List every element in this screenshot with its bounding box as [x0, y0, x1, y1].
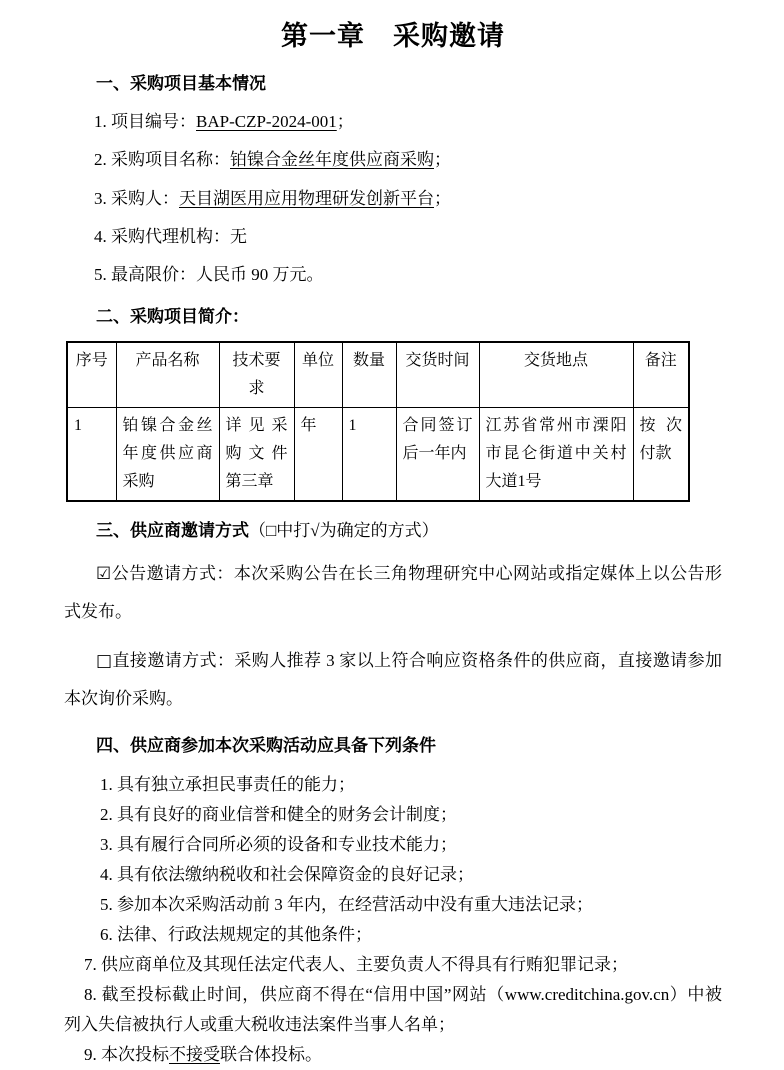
condition-item-3: 3. 具有履行合同所必须的设备和专业技术能力；	[100, 835, 457, 855]
project-number-item	[64, 111, 722, 132]
project-number-value: BAP-CZP-2024-001	[196, 112, 337, 131]
condition-item-8: 8. 截至投标截止时间，供应商不得在“信用中国”网站（www.creditchina.gov.cn）中被列入失信被执行人或重大税收违法案件当事人名单；	[64, 985, 722, 1035]
price-limit-item: 5. 最高限价：人民币 90 万元。	[94, 265, 324, 284]
project-number-label: 1. 项目编号：	[94, 112, 196, 131]
project-name-value: 铂镍合金丝年度供应商采购	[230, 150, 434, 170]
announce-invitation-paragraph	[64, 555, 722, 630]
cell-delivery-place: 江苏省常州市溧阳市昆仑街道中关村大道1号	[479, 408, 633, 502]
condition-item-2: 2. 具有良好的商业信誉和健全的财务会计制度；	[100, 805, 457, 825]
purchaser-label: 3. 采购人：	[94, 188, 179, 208]
col-header-seq: 序号	[67, 342, 116, 408]
section-3-heading	[64, 516, 722, 541]
agency-item: 4. 采购代理机构：无	[94, 226, 247, 246]
table-header-row	[67, 342, 689, 408]
col-header-qty: 数量	[342, 342, 396, 408]
page-title: 第一章 采购邀请	[281, 21, 505, 51]
procurement-table	[66, 341, 690, 502]
project-name-item	[64, 149, 722, 170]
col-header-product: 产品名称	[116, 342, 219, 408]
cell-unit: 年	[294, 408, 342, 502]
unchecked-checkbox-icon: □	[96, 651, 113, 672]
purchaser-suffix: ；	[434, 188, 451, 208]
announce-invitation-text: 公告邀请方式：本次采购公告在长三角物理研究中心网站或指定媒体上以公告形式发布。	[64, 564, 722, 622]
purchaser-item	[64, 188, 722, 209]
cell-seq: 1	[67, 408, 116, 502]
condition-item-1: 1. 具有独立承担民事责任的能力；	[100, 775, 355, 795]
section-1-heading: 一、采购项目基本情况	[96, 74, 266, 93]
cell-tech: 详见采购文件第三章	[219, 408, 294, 502]
cell-remark: 按次付款	[633, 408, 689, 502]
condition-item-9	[64, 1040, 722, 1070]
checked-checkbox-icon: ☑	[96, 564, 112, 585]
section-4-heading: 四、供应商参加本次采购活动应具备下列条件	[96, 736, 436, 756]
condition-item-4: 4. 具有依法缴纳税收和社会保障资金的良好记录；	[100, 865, 474, 885]
project-number-suffix: ；	[336, 112, 354, 131]
cell-product: 铂镍合金丝年度供应商采购	[116, 408, 219, 502]
section-2-heading: 二、采购项目简介：	[96, 307, 249, 327]
col-header-delivery-place: 交货地点	[479, 342, 633, 408]
direct-invitation-text: 直接邀请方式：采购人推荐 3 家以上符合响应资格条件的供应商，直接邀请参加本次询价采购。	[64, 651, 723, 709]
project-name-suffix: ；	[434, 150, 451, 170]
col-header-tech: 技术要求	[219, 342, 294, 408]
condition-item-9-underlined: 不接受	[169, 1045, 220, 1065]
condition-item-5: 5. 参加本次采购活动前 3 年内，在经营活动中没有重大违法记录；	[100, 895, 593, 915]
section-3-heading-note: （□中打√为确定的方式）	[249, 521, 439, 541]
condition-item-7: 7. 供应商单位及其现任法定代表人、主要负责人不得具有行贿犯罪记录；	[84, 955, 628, 975]
condition-item-6: 6. 法律、行政法规规定的其他条件；	[100, 925, 372, 945]
col-header-delivery-time: 交货时间	[396, 342, 479, 408]
condition-item-9-prefix: 9. 本次投标	[84, 1045, 169, 1065]
cell-qty: 1	[342, 408, 396, 502]
col-header-unit: 单位	[294, 342, 342, 408]
direct-invitation-paragraph	[64, 642, 722, 717]
section-3-heading-text: 三、供应商邀请方式	[96, 521, 249, 541]
cell-delivery-time: 合同签订后一年内	[396, 408, 479, 502]
project-name-label: 2. 采购项目名称：	[94, 150, 230, 170]
condition-item-9-suffix: 联合体投标。	[220, 1045, 322, 1065]
purchaser-value: 天目湖医用应用物理研发创新平台	[179, 188, 434, 208]
col-header-remark: 备注	[633, 342, 689, 408]
table-row	[67, 408, 689, 502]
